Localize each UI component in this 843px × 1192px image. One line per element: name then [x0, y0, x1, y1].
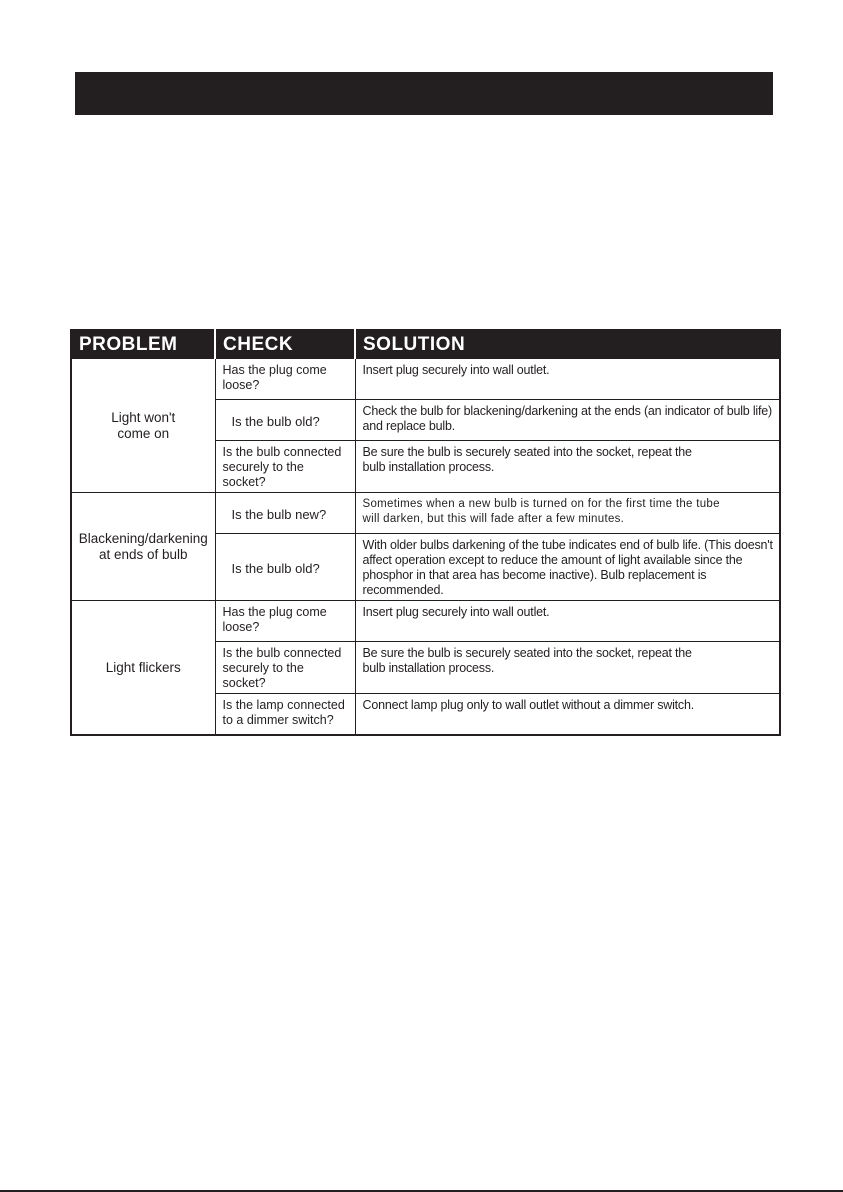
check-cell	[215, 601, 355, 642]
solution-text: Connect lamp plug only to wall outlet without a dimmer switch.	[362, 698, 695, 712]
column-header-solution: SOLUTION	[355, 330, 780, 359]
table-row	[71, 601, 780, 642]
solution-cell	[355, 601, 780, 642]
solution-text: Sometimes when a new bulb is turned on for the first time the tube will darken, but this will fade after a few minutes.	[362, 498, 720, 525]
problem-text: Light won't come on	[111, 409, 176, 441]
solution-text: With older bulbs darkening of the tube indicates end of bulb life. (This doesn't affect operation except to reduce the amount of light available since the phosphor in that area has become inactive). Bulb replacement is recommended.	[362, 538, 773, 597]
check-text: Is the lamp connected to a dimmer switch?	[222, 698, 345, 727]
check-cell	[215, 441, 355, 493]
check-cell	[215, 694, 355, 736]
solution-text: Insert plug securely into wall outlet.	[362, 605, 550, 619]
solution-cell	[355, 493, 780, 534]
solution-text: Check the bulb for blackening/darkening at the ends (an indicator of bulb life) and replace bulb.	[362, 404, 772, 433]
solution-text: Be sure the bulb is securely seated into the socket, repeat the bulb installation process.	[362, 445, 692, 474]
check-cell	[215, 642, 355, 694]
table-header-row	[71, 330, 780, 359]
column-header-problem: PROBLEM	[71, 330, 215, 359]
troubleshooting-table	[70, 329, 781, 736]
check-text: Has the plug come loose?	[222, 605, 327, 634]
problem-cell	[71, 493, 215, 601]
check-text: Is the bulb old?	[231, 560, 320, 576]
check-text: Is the bulb new?	[231, 506, 327, 522]
problem-text: Light flickers	[105, 659, 181, 675]
problem-cell	[71, 359, 215, 493]
solution-cell	[355, 441, 780, 493]
solution-text: Insert plug securely into wall outlet.	[362, 363, 550, 377]
solution-cell	[355, 359, 780, 400]
table-row	[71, 359, 780, 400]
column-header-check: CHECK	[215, 330, 355, 359]
check-text: Is the bulb connected securely to the socket?	[222, 646, 342, 690]
solution-cell	[355, 694, 780, 736]
check-cell	[215, 493, 355, 534]
solution-cell	[355, 534, 780, 601]
solution-cell	[355, 642, 780, 694]
check-text: Is the bulb old?	[231, 413, 320, 429]
check-cell	[215, 359, 355, 400]
section-title-bar	[75, 72, 773, 115]
check-text: Is the bulb connected securely to the socket?	[222, 445, 342, 489]
problem-cell	[71, 601, 215, 736]
problem-text: Blackening/darkening at ends of bulb	[78, 530, 208, 562]
table-row	[71, 493, 780, 534]
check-cell	[215, 400, 355, 441]
check-text: Has the plug come loose?	[222, 363, 327, 392]
solution-cell	[355, 400, 780, 441]
check-cell	[215, 534, 355, 601]
solution-text: Be sure the bulb is securely seated into the socket, repeat the bulb installation process.	[362, 646, 692, 675]
